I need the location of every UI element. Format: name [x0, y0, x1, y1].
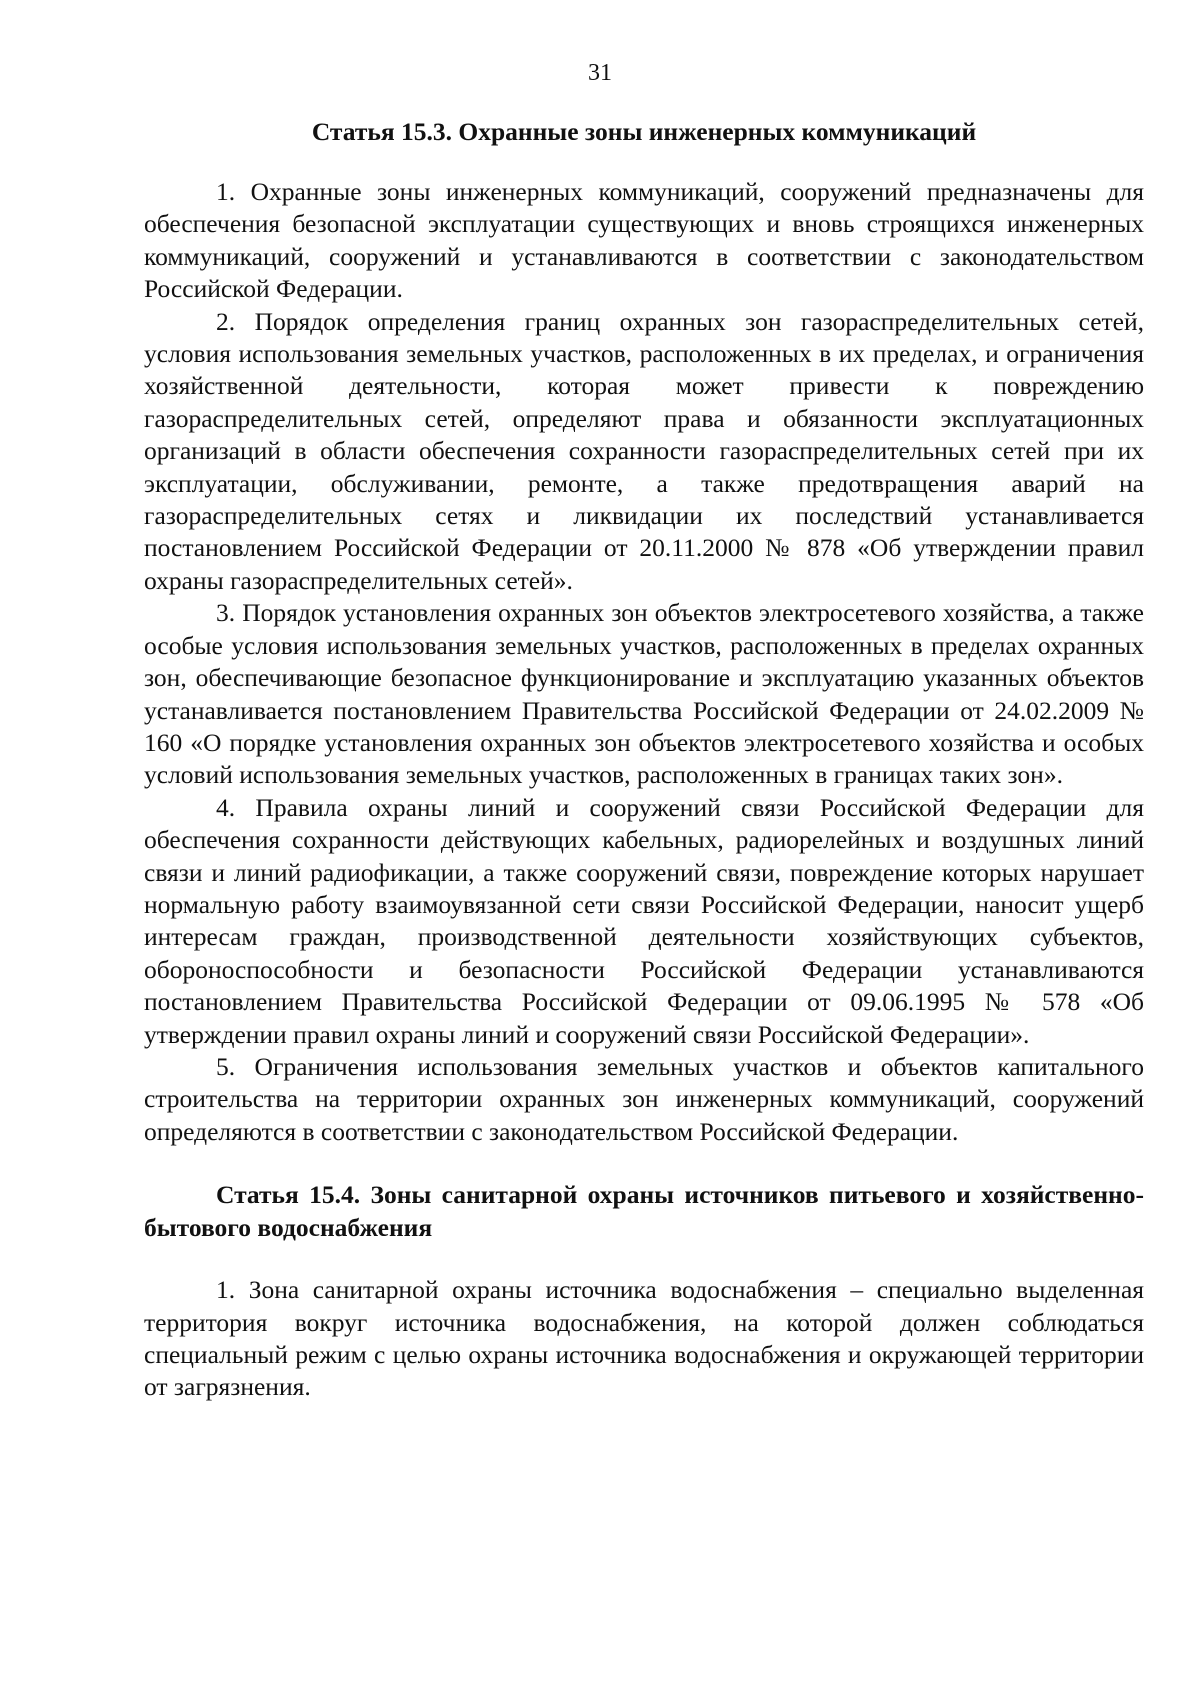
article-15-3-heading: Статья 15.3. Охранные зоны инженерных коммуникаций — [311, 117, 977, 146]
article-15-4-heading: Статья 15.4. Зоны санитарной охраны источников питьевого и хозяйственно-бытового водоснабжения — [144, 1180, 1144, 1243]
article-15-3-paragraph-1: 1. Охранные зоны инженерных коммуникаций, сооружений предназначены для обеспечения безопасной эксплуатации существующих и вновь строящихся инженерных коммуникаций, сооружений и устанавливаются в соответствии с законодательством Российской Федерации. — [144, 177, 1144, 304]
article-15-3-paragraph-2: 2. Порядок определения границ охранных зон газораспределительных сетей, условия использования земельных участков, расположенных в их пределах, и ограничения хозяйственной деятельности, которая может привести к повреждению газораспределительных сетей, определяют права и обязанности эксплуатационных организаций в области обеспечения сохранности газораспределительных сетей при их эксплуатации, обслуживании, ремонте, а также предотвращения аварий на газораспределительных сетях и ликвидации их последствий устанавливается постановлением Российской Федерации от 20.11.2000 № 878 «Об утверждении правил охраны газораспределительных сетей». — [144, 306, 1144, 595]
document-body — [144, 115, 1144, 1404]
page-number: 31 — [588, 60, 612, 86]
article-15-3-paragraph-4: 4. Правила охраны линий и сооружений связи Российской Федерации для обеспечения сохранности действующих кабельных, радиорелейных и воздушных линий связи и линий радиофикации, а также сооружений связи, повреждение которых нарушает нормальную работу взаимоувязанной сети связи Российской Федерации, наносит ущерб интересам граждан, производственной деятельности хозяйствующих субъектов, обороноспособности и безопасности Российской Федерации устанавливаются постановлением Правительства Российской Федерации от 09.06.1995 № 578 «Об утверждении правил охраны линий и сооружений связи Российской Федерации». — [144, 792, 1144, 1049]
article-15-3-paragraph-5: 5. Ограничения использования земельных участков и объектов капитального строительства на территории охранных зон инженерных коммуникаций, сооружений определяются в соответствии с законодательством Российской Федерации. — [144, 1051, 1144, 1146]
article-15-3-paragraph-3: 3. Порядок установления охранных зон объектов электросетевого хозяйства, а также особые условия использования земельных участков, расположенных в пределах охранных зон, обеспечивающие безопасное функционирование и эксплуатацию указанных объектов устанавливается постановлением Правительства Российской Федерации от 24.02.2009 № 160 «О порядке установления охранных зон объектов электросетевого хозяйства и особых условий использования земельных участков, расположенных в границах таких зон». — [144, 598, 1144, 790]
article-15-4-paragraph-1: 1. Зона санитарной охраны источника водоснабжения – специально выделенная территория вокруг источника водоснабжения, на которой должен соблюдаться специальный режим с целью охраны источника водоснабжения и окружающей территории от загрязнения. — [144, 1275, 1144, 1402]
